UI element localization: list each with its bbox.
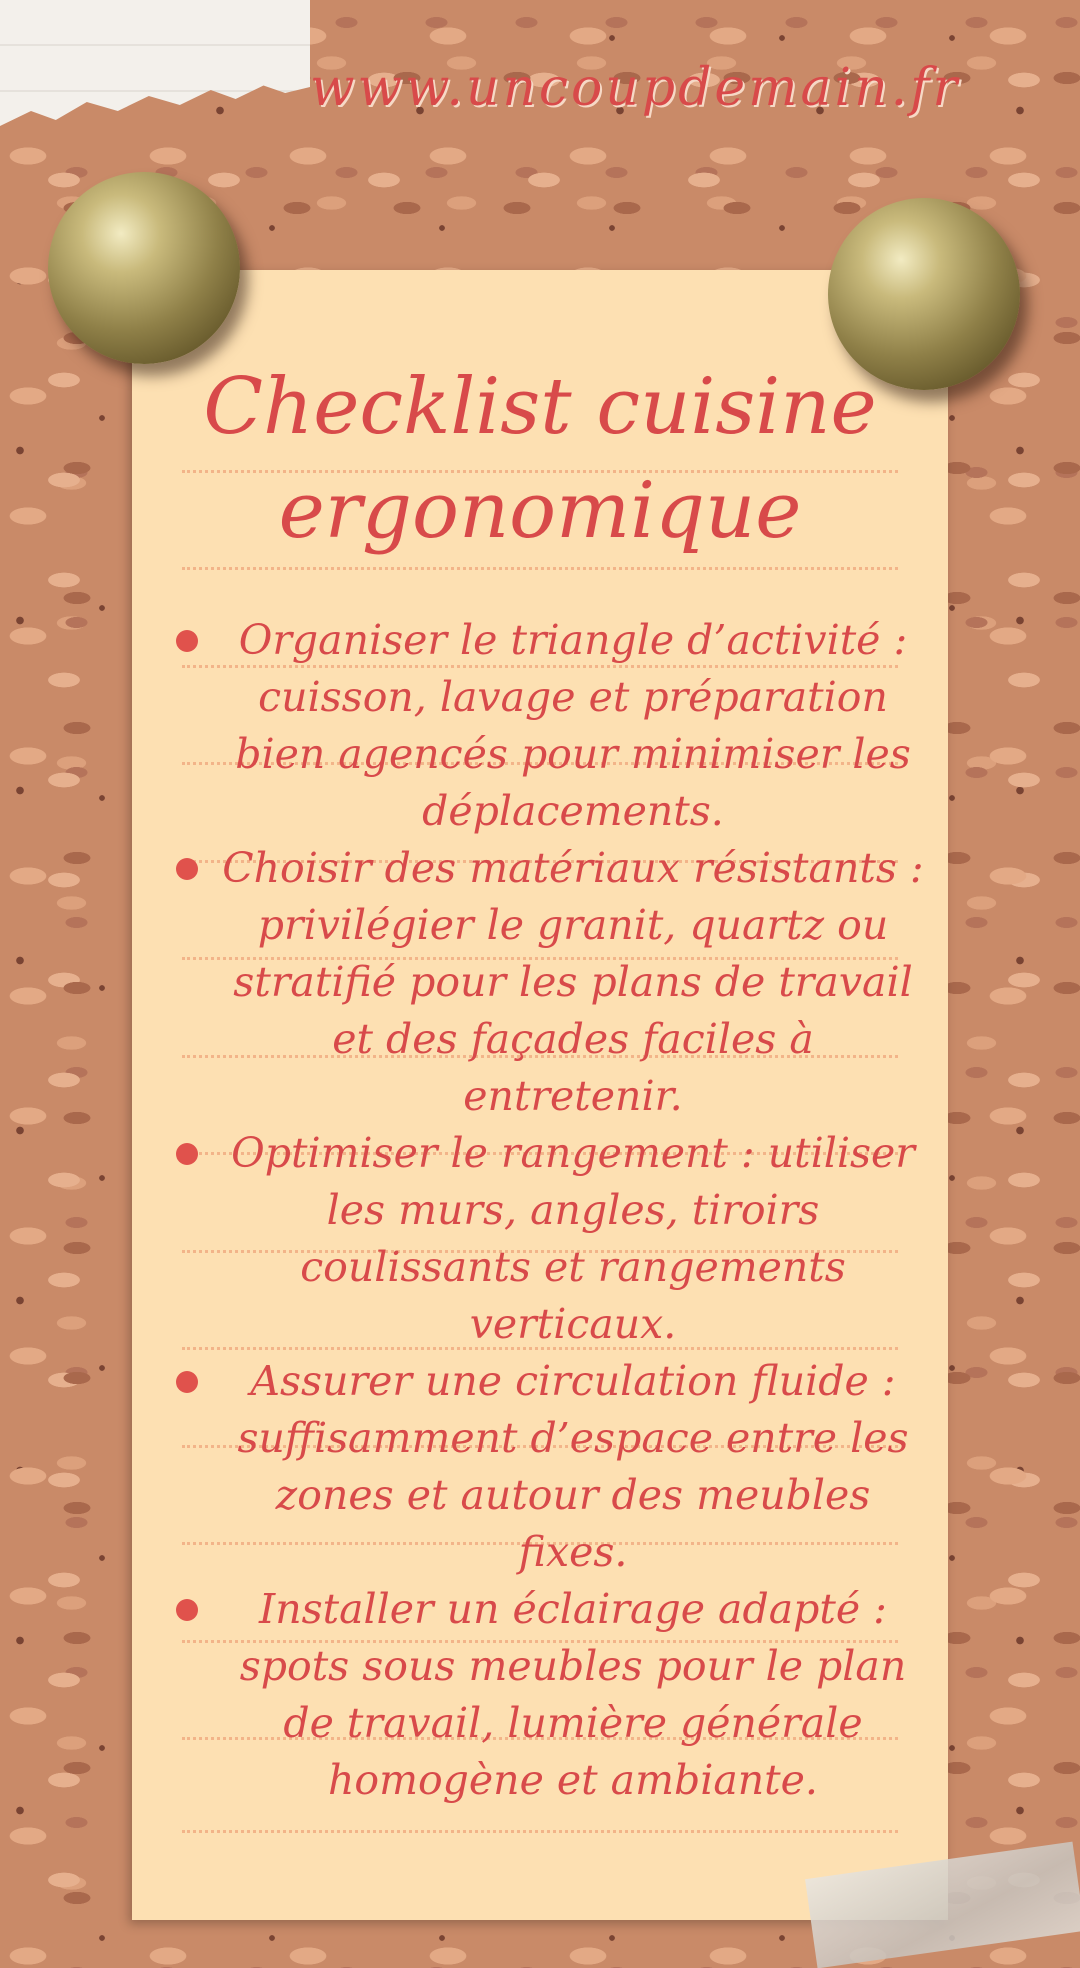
checklist-item-text: Optimiser le rangement : utiliser les murs, angles, tiroirs coulissants et rangements verticaux. [231,1129,915,1348]
checklist-item-text: Choisir des matériaux résistants : privilégier le granit, quartz ou stratifié pour les plans de travail et des façades faciles à entretenir. [222,844,924,1120]
bullet-icon [176,630,198,652]
checklist-item [176,612,926,840]
checklist-item [176,1125,926,1353]
dotted-rule [182,1830,898,1833]
checklist-item [176,1353,926,1581]
checklist [176,612,926,1809]
page-title: Checklist cuisine ergonomique [203,362,877,556]
site-url: www.uncoupdemain.fr [310,58,961,118]
checklist-item-text: Organiser le triangle d’activité : cuisson, lavage et préparation bien agencés pour minimiser les déplacements. [235,616,911,835]
pushpin-icon [48,172,240,364]
bullet-icon [176,858,198,880]
checklist-item-text: Assurer une circulation fluide : suffisamment d’espace entre les zones et autour des meubles fixes. [237,1357,909,1576]
dotted-rule [182,567,898,570]
checklist-item-text: Installer un éclairage adapté : spots sous meubles pour le plan de travail, lumière générale homogène et ambiante. [239,1585,907,1804]
checklist-item [176,1581,926,1809]
bullet-icon [176,1371,198,1393]
checklist-item [176,840,926,1125]
bullet-icon [176,1599,198,1621]
bullet-icon [176,1143,198,1165]
torn-paper-corner [0,0,310,150]
